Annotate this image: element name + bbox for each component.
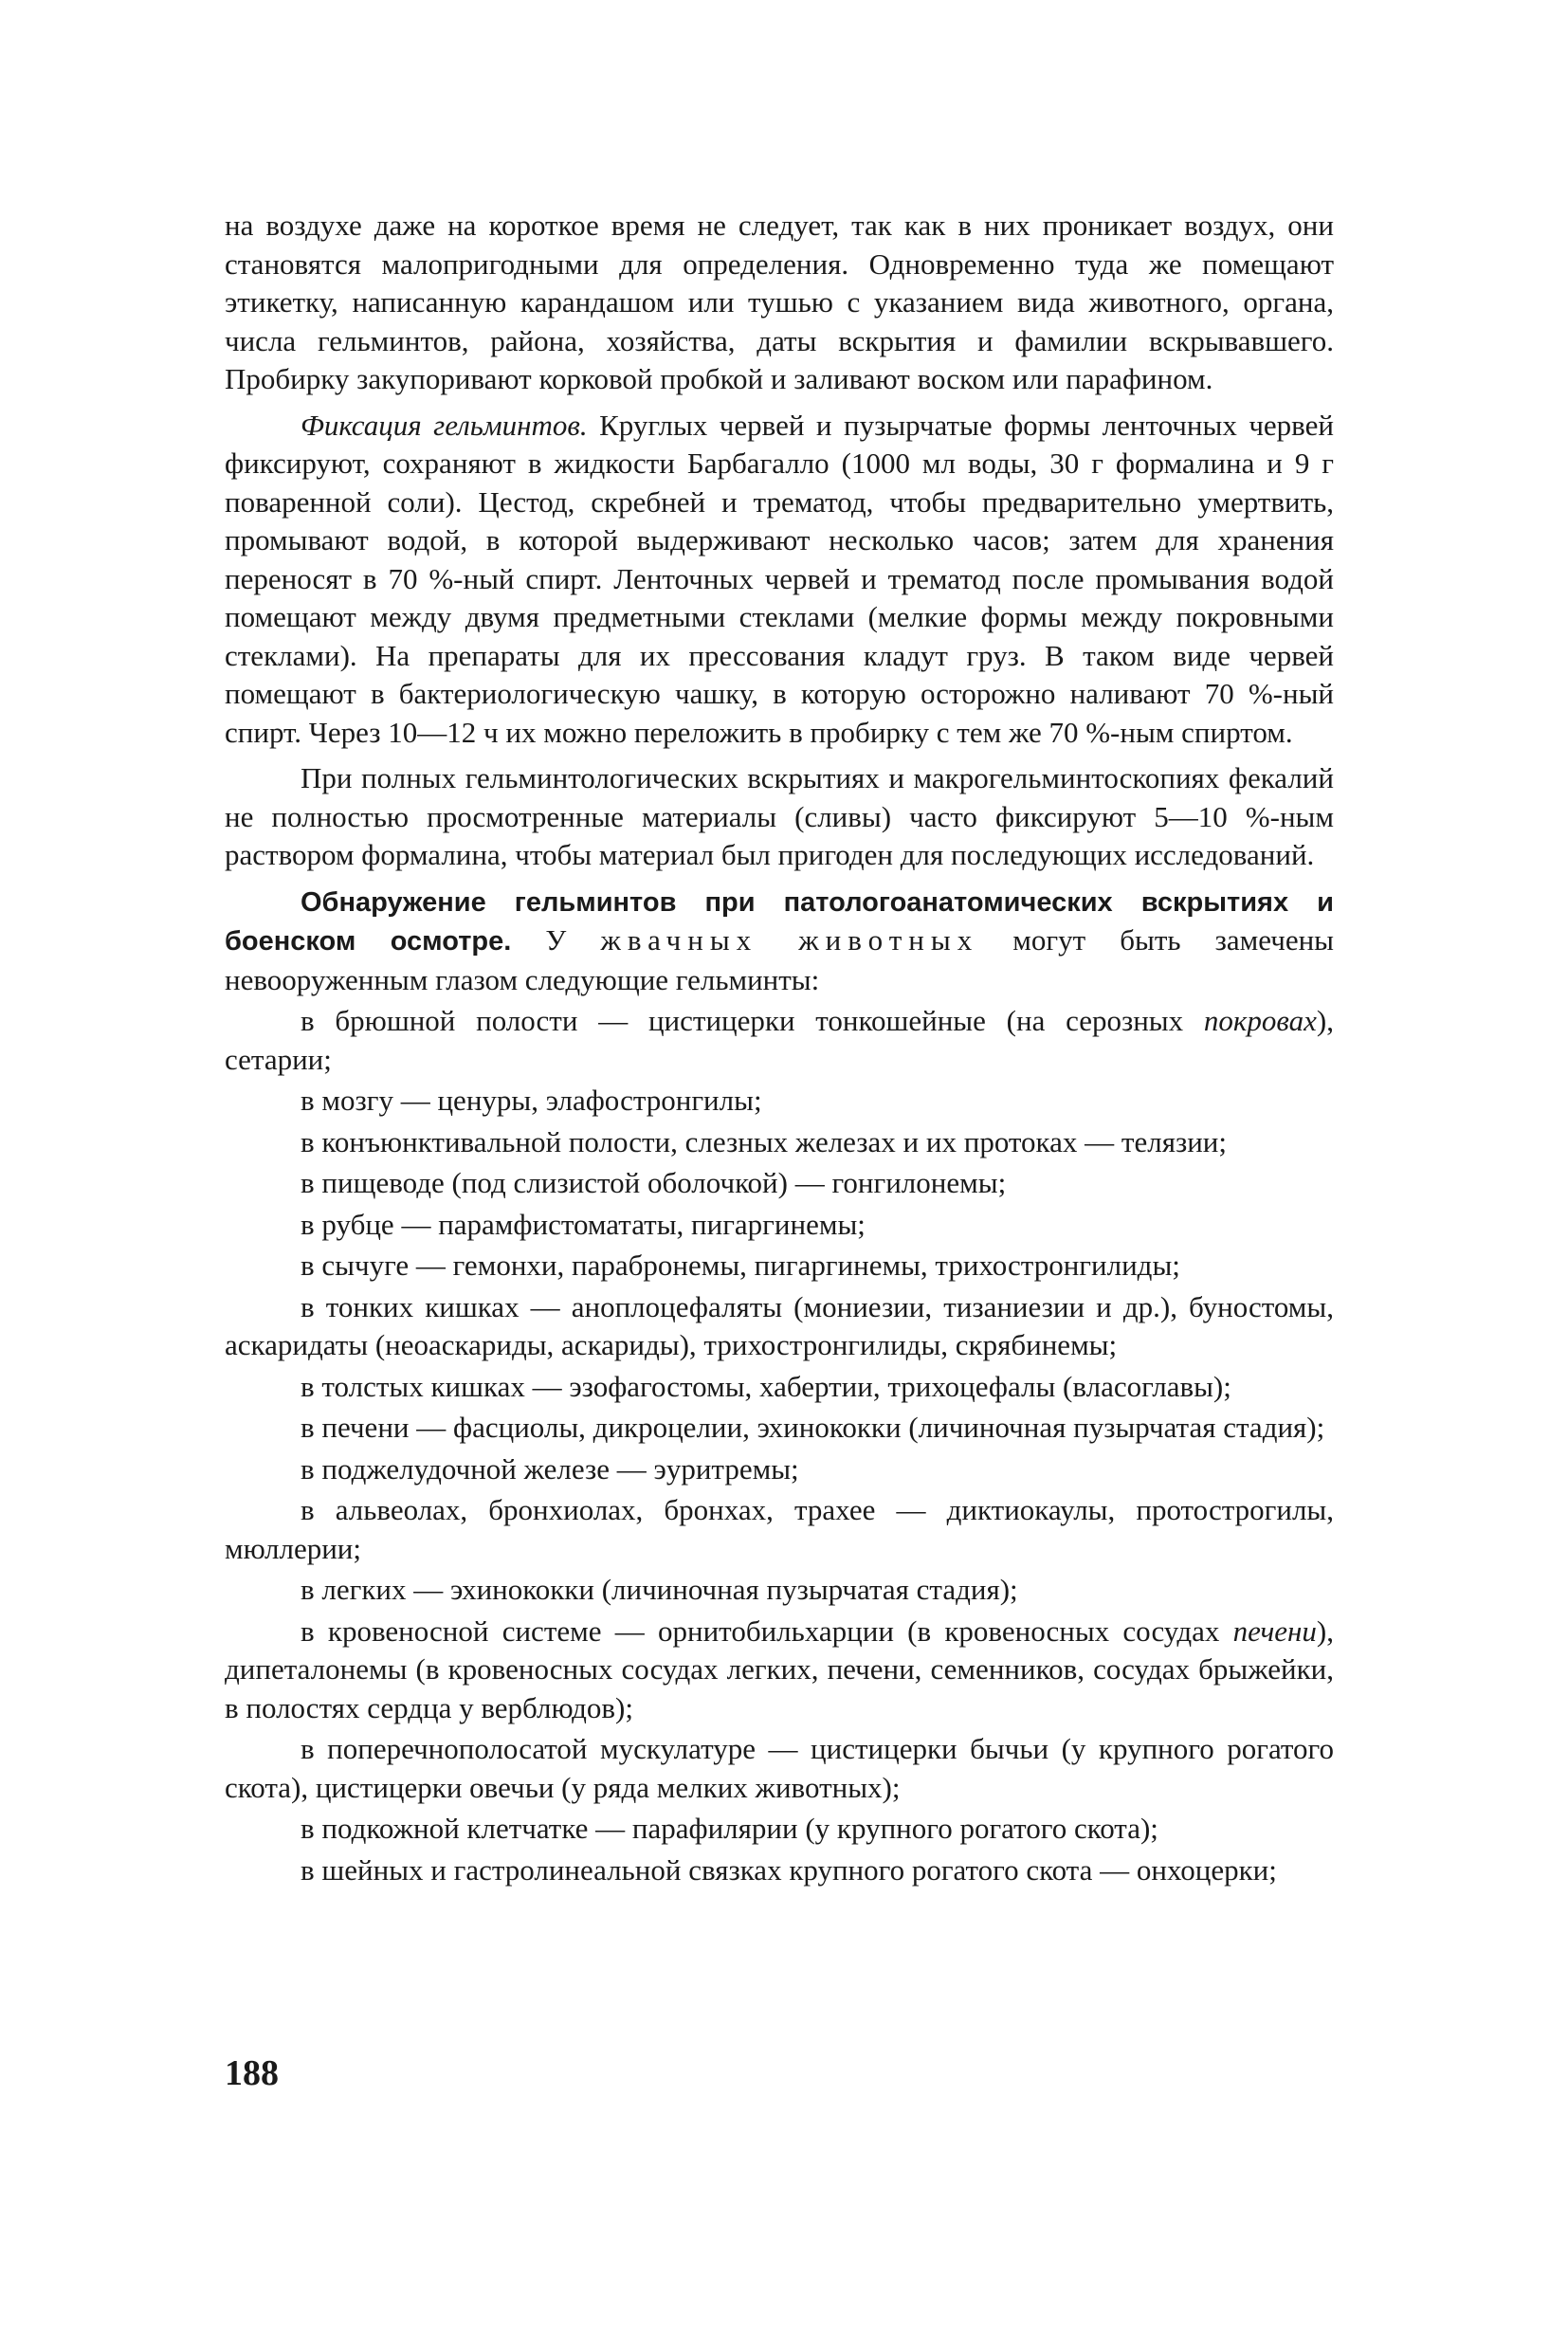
item-italic-text: печени [1232, 1614, 1317, 1648]
list-item [225, 1409, 1334, 1448]
paragraph-detection [225, 883, 1334, 1000]
item-text: в толстых кишках — эзофагостомы, хабертии, трихоцефалы (власоглавы); [301, 1369, 1231, 1403]
item-text: в тонких кишках — аноплоцефаляты (мониезии, тизаниезии и др.), буностомы, аскаридаты (неоаскариды, аскариды), трихостронгилиды, скрябинемы; [225, 1289, 1334, 1361]
list-item [225, 1571, 1334, 1610]
item-text: в брюшной полости — цистицерки тонкошейные (на серозных [301, 1004, 1204, 1037]
page-number: 188 [225, 2053, 279, 2093]
detection-heading: Обнаружение гельминтов при патологоанатомических вскрытиях и боенском осмотре. [225, 886, 1334, 957]
item-italic-text: покровах [1203, 1004, 1317, 1037]
helminth-location-list [225, 1002, 1334, 1889]
item-text: в сычуге — гемонхи, парабронемы, пигаргинемы, трихостронгилиды; [301, 1249, 1180, 1282]
list-item [225, 1368, 1334, 1407]
item-text: в поперечнополосатой мускулатуре — цистицерки бычьи (у крупного рогатого скота), цистицерки овечьи (у ряда мелких животных); [225, 1732, 1334, 1804]
paragraph-partial-fixation: При полных гельминтологических вскрытиях и макрогельминтоскопиях фекалий не полностью просмотренные материалы (сливы) часто фиксируют 5—10 %-ным раствором формалина, чтобы материал был пригоден для последующих исследований. [225, 761, 1334, 871]
list-item [225, 1164, 1334, 1203]
detection-tail: могут быть замечены невооруженным глазом следующие гельминты: [225, 923, 1335, 996]
item-text-tail: ), сетарии; [225, 1004, 1334, 1076]
item-text-tail: ), дипеталонемы (в кровеносных сосудах легких, печени, семенников, сосудах брыжейки, в полостях сердца у верблюдов); [225, 1614, 1334, 1724]
list-item [225, 1002, 1334, 1079]
list-item [225, 1247, 1334, 1285]
item-text: в конъюнктивальной полости, слезных железах и их протоках — телязии; [301, 1124, 1227, 1158]
list-item [225, 1123, 1334, 1162]
list-item [225, 1450, 1334, 1489]
detection-spaced: жвачных животных [600, 923, 979, 957]
list-item [225, 1613, 1334, 1728]
item-text: в шейных и гастролинеальной связках крупного рогатого скота — онхоцерки; [301, 1852, 1277, 1887]
list-item [225, 1288, 1334, 1365]
list-item [225, 1082, 1334, 1121]
item-text: в подкожной клетчатке — парафилярии (у крупного рогатого скота); [301, 1812, 1158, 1845]
item-text: в печени — фасциолы, дикроцелии, эхинококки (личиночная пузырчатая стадия); [301, 1411, 1325, 1444]
detection-mid: У [511, 923, 601, 957]
list-item [225, 1810, 1334, 1849]
item-text: в легких — эхинококки (личиночная пузырчатая стадия); [301, 1573, 1018, 1606]
item-text: в кровеносной системе — орнитобильхарции (в кровеносных сосудах [301, 1614, 1233, 1648]
list-item [225, 1730, 1334, 1807]
list-item [225, 1851, 1334, 1890]
list-item [225, 1491, 1334, 1568]
paragraph-fixation [225, 407, 1334, 753]
item-text: в поджелудочной железе — эуритремы; [301, 1451, 799, 1486]
item-text: в мозгу — ценуры, элафостронгилы; [301, 1084, 762, 1117]
fixation-body: Круглых червей и пузырчатые формы ленточных червей фиксируют, сохраняют в жидкости Барбагалло (1000 мл воды, 30 г формалина и 9 г поваренной соли). Цестод, скребней и трематод, чтобы предварительно умертвить, промывают водой, в которой выдерживают несколько часов; затем для хранения переносят в 70 %-ный спирт. Ленточных червей и трематод после промывания водой помещают между двумя предметными стеклами (мелкие формы между покровными стеклами). На препараты для их прессования кладут груз. В таком виде червей помещают в бактериологическую чашку, в которую осторожно наливают 70 %-ный спирт. Через 10—12 ч их можно переложить в пробирку с тем же 70 %-ным спиртом. [225, 408, 1334, 749]
fixation-heading: Фиксация гельминтов. [301, 408, 588, 442]
item-text: в альвеолах, бронхиолах, бронхах, трахее — диктиокаулы, протострогилы, мюллерии; [225, 1493, 1334, 1565]
paragraph-storage: на воздухе даже на короткое время не следует, так как в них проникает воздух, они становятся малопригодными для определения. Одновременно туда же помещают этикетку, написанную карандашом или тушью с указанием вида животного, органа, числа гельминтов, района, хозяйства, даты вскрытия и фамилии вскрывавшего. Пробирку закупоривают корковой пробкой и заливают воском или парафином. [225, 209, 1334, 395]
page-body [225, 207, 1334, 1889]
item-text: в пищеводе (под слизистой оболочкой) — гонгилонемы; [301, 1166, 1007, 1199]
list-item [225, 1206, 1334, 1245]
item-text: в рубце — парамфистомататы, пигаргинемы; [301, 1207, 866, 1241]
